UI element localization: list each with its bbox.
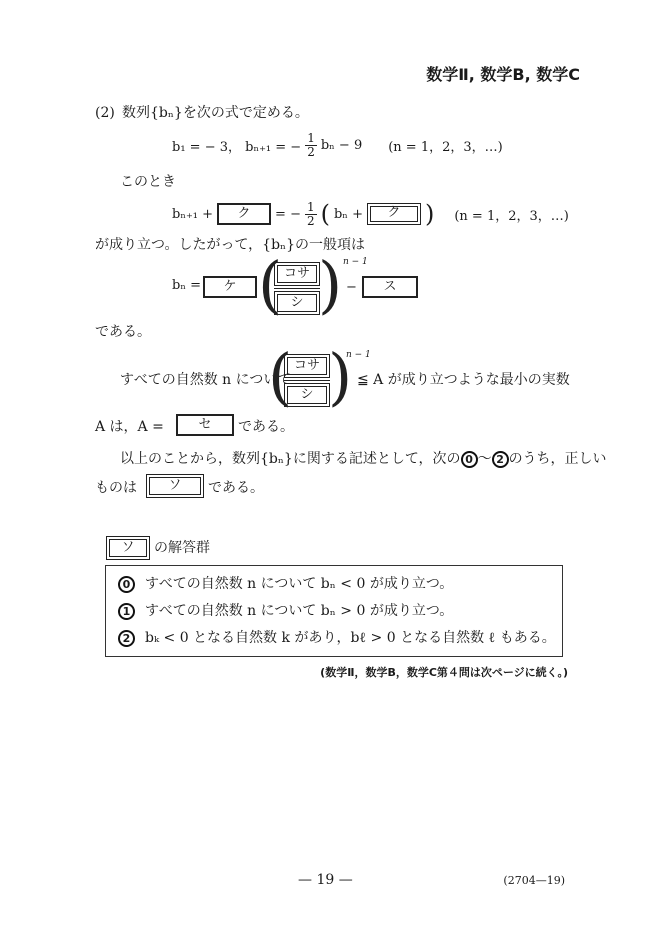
- A-pre: A は，A =: [95, 419, 164, 435]
- page-code: (2704—19): [503, 874, 565, 887]
- answer-box-kosa-label: コサ: [277, 265, 317, 283]
- choice-2-text: bₖ < 0 となる自然数 k があり，bℓ > 0 となる自然数 ℓ もある。: [145, 630, 556, 646]
- paren-open: (: [320, 200, 330, 228]
- answer-box-so-label: ソ: [149, 477, 201, 495]
- choice-0[interactable]: [118, 574, 453, 594]
- choice-1-mark: 1: [118, 603, 135, 620]
- answer-box-ku-2[interactable]: ク: [367, 203, 421, 225]
- minus-sign: −: [346, 280, 357, 295]
- choice-2-mark: 2: [118, 630, 135, 647]
- big-paren-close: ): [318, 248, 343, 321]
- answer-box-shi[interactable]: [274, 291, 320, 315]
- fraction-den: 2: [306, 213, 315, 228]
- big-paren-open: (: [258, 248, 283, 321]
- n-range-2: (n = 1，2，3，…): [454, 208, 569, 224]
- all-natural-pre: すべての自然数 n について: [120, 372, 292, 388]
- answer-box-ke[interactable]: ケ: [203, 276, 257, 298]
- holds-text: が成り立つ。したがって，{bₙ}の一般項は: [95, 237, 365, 253]
- choice-1-text: すべての自然数 n について bₙ > 0 が成り立つ。: [145, 603, 454, 619]
- eq2-b: bₙ +: [333, 206, 363, 222]
- circled-2-icon: 2: [492, 451, 509, 468]
- summary-text-1: 以上のことから，数列{bₙ}に関する記述として，次の: [120, 451, 461, 467]
- eq2-mid: = −: [275, 206, 301, 222]
- fraction-bar: [274, 288, 320, 289]
- answer-group-box-so: [106, 536, 150, 560]
- page-number: — 19 —: [298, 872, 353, 888]
- dearu-text: である。: [95, 324, 151, 340]
- big-paren-close-2: ): [328, 340, 353, 413]
- summary-text-1c: のうち，正しい: [508, 451, 607, 467]
- answer-box-se[interactable]: セ: [176, 414, 234, 436]
- fraction-den: 2: [307, 145, 315, 159]
- summary-line-1: [120, 449, 607, 469]
- transformed-equation: [172, 197, 569, 231]
- page-header-title: 数学Ⅱ, 数学B, 数学C: [426, 65, 580, 84]
- choice-0-text: すべての自然数 n について bₙ < 0 が成り立つ。: [145, 576, 454, 592]
- answer-box-shi-2[interactable]: [284, 383, 330, 407]
- recurrence-tail: bₙ − 9: [320, 138, 363, 153]
- gen-lhs: bₙ =: [172, 278, 201, 293]
- answer-box-kosa-label: コサ: [287, 357, 327, 375]
- answer-box-shi-label: シ: [287, 386, 327, 404]
- problem-intro: 数列{bₙ}を次の式で定める。: [122, 105, 309, 121]
- recurrence-equation: [172, 132, 503, 159]
- answer-box-ku[interactable]: ク: [217, 203, 271, 225]
- answer-box-so[interactable]: [146, 474, 204, 498]
- continue-note: (数学Ⅱ，数学B，数学C第４問は次ページに続く。): [320, 666, 568, 679]
- fraction-kosa-shi-2: [284, 354, 330, 407]
- circled-0-icon: 0: [461, 451, 478, 468]
- all-natural-post: ≦ A が成り立つような最小の実数: [357, 372, 570, 388]
- answer-group-label: の解答群: [154, 540, 210, 556]
- answer-box-su[interactable]: ス: [362, 276, 418, 298]
- recurrence-text: b₁ = − 3， bₙ₊₁ = −: [172, 140, 302, 155]
- eq2-lhs: bₙ₊₁ +: [172, 206, 214, 222]
- paren-close: ): [424, 200, 435, 228]
- fraction-num: 1: [306, 199, 315, 214]
- choice-1[interactable]: [118, 601, 453, 621]
- summary-post: である。: [208, 480, 264, 496]
- fraction-bar: [284, 380, 330, 381]
- choice-0-mark: 0: [118, 576, 135, 593]
- big-paren-open-2: (: [268, 340, 293, 413]
- choice-2[interactable]: [118, 628, 556, 648]
- fraction-num: 1: [307, 131, 315, 145]
- summary-tilde: ～: [477, 451, 492, 467]
- fraction-half-2: [305, 201, 317, 228]
- answer-box-kosa[interactable]: [274, 262, 320, 286]
- konotoki-text: このとき: [120, 174, 176, 190]
- answer-box-kosa-2[interactable]: [284, 354, 330, 378]
- summary-pre: ものは: [95, 480, 137, 496]
- n-range: (n = 1，2，3，…): [388, 140, 503, 155]
- fraction-kosa-shi: [274, 262, 320, 315]
- answer-group-so-label: ソ: [109, 539, 147, 557]
- answer-box-shi-label: シ: [277, 294, 317, 312]
- A-post: である。: [238, 419, 294, 435]
- fraction-half: [305, 132, 317, 159]
- exponent-n-minus-1-2: n − 1: [346, 350, 371, 360]
- problem-number: (2): [95, 105, 115, 121]
- exponent-n-minus-1: n − 1: [343, 257, 368, 267]
